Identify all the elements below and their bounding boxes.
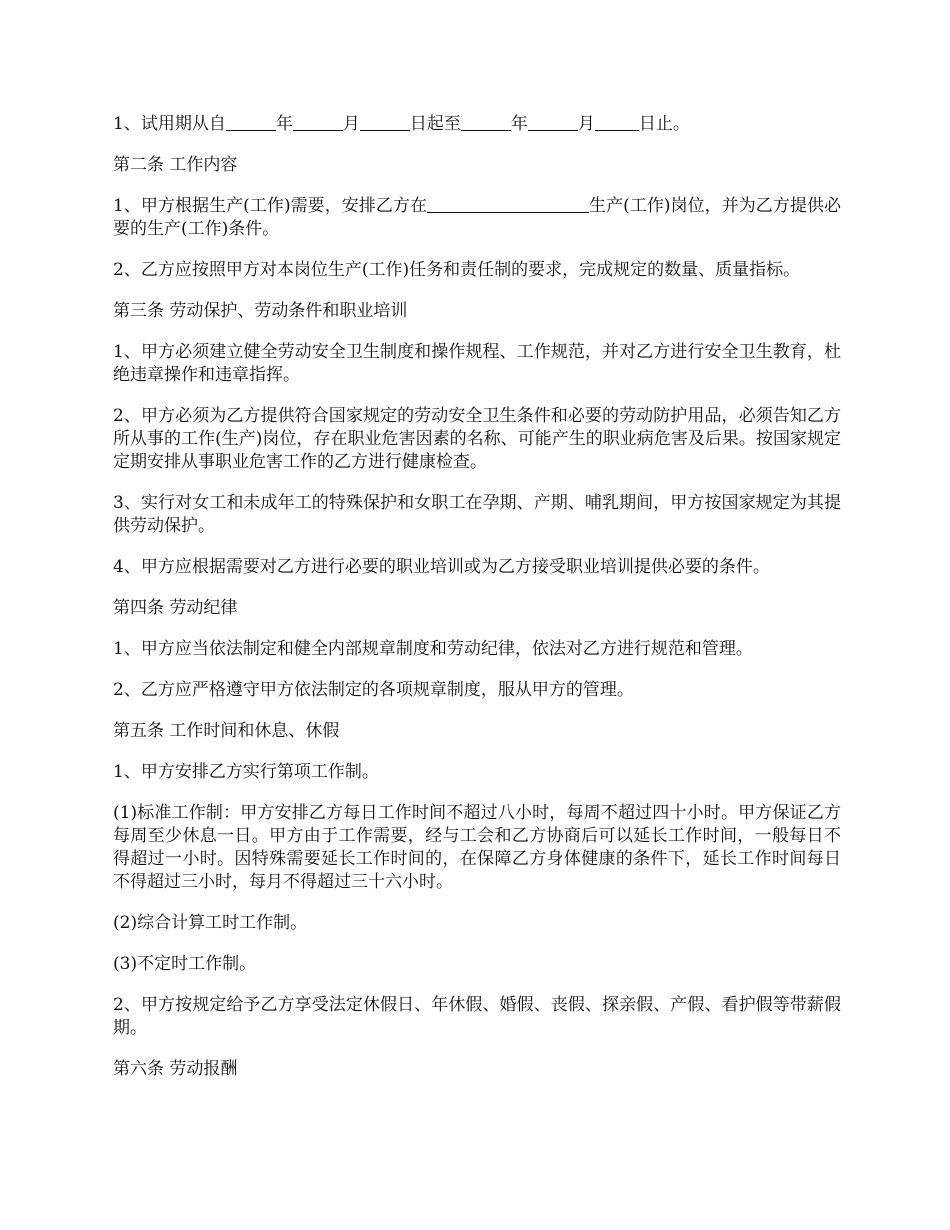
probation-text-start: 1、试用期从自 bbox=[113, 114, 226, 134]
start-day-blank bbox=[360, 113, 410, 131]
clause-text-end: 生产(工作)岗位，并为乙方提供必要的生产(工作)条件。 bbox=[113, 196, 841, 239]
position-blank bbox=[427, 195, 589, 213]
article-5-item-1: (1)标准工作制：甲方安排乙方每日工作时间不超过八小时，每周不超过四十小时。甲方保证乙方每周至少休息一日。甲方由于工作需要，经与工会和乙方协商后可以延长工作时间，一般每日不得超过一小时。因特殊需要延长工作时间的，在保障乙方身体健康的条件下，延长工作时间每日不得超过三小时，每月不得超过三十六小时。 bbox=[113, 803, 841, 892]
clause-text: 1、甲方根据生产(工作)需要，安排乙方在 bbox=[113, 196, 427, 216]
article-4-clause-1: 1、甲方应当依法制定和健全内部规章制度和劳动纪律，依法对乙方进行规范和管理。 bbox=[113, 639, 753, 659]
article-5-item-3: (3)不定时工作制。 bbox=[113, 954, 257, 974]
article-5-clause-2: 2、甲方按规定给予乙方享受法定休假日、年休假、婚假、丧假、探亲假、产假、看护假等带薪假期。 bbox=[113, 995, 841, 1038]
article-6-heading: 第六条 劳动报酬 bbox=[113, 1059, 238, 1079]
day-from-label: 日起至 bbox=[409, 114, 461, 134]
article-5-clause-1: 1、甲方安排乙方实行第项工作制。 bbox=[113, 762, 379, 782]
probation-period-line bbox=[113, 113, 841, 136]
start-year-blank bbox=[226, 113, 276, 131]
article-3-clause-1: 1、甲方必须建立健全劳动安全卫生制度和操作规程、工作规范，并对乙方进行安全卫生教育，杜绝违章操作和违章指挥。 bbox=[113, 342, 841, 385]
month-label: 月 bbox=[342, 114, 360, 134]
article-4-clause-2: 2、乙方应严格遵守甲方依法制定的各项规章制度，服从甲方的管理。 bbox=[113, 680, 634, 700]
end-day-blank bbox=[595, 113, 639, 131]
contract-page bbox=[113, 113, 841, 1099]
end-month-label: 月 bbox=[577, 114, 595, 134]
article-2-clause-2: 2、乙方应按照甲方对本岗位生产(工作)任务和责任制的要求，完成规定的数量、质量指标。 bbox=[113, 260, 801, 280]
article-5-heading: 第五条 工作时间和休息、休假 bbox=[113, 721, 340, 741]
article-3-clause-3: 3、实行对女工和未成年工的特殊保护和女职工在孕期、产期、哺乳期间，甲方按国家规定为其提供劳动保护。 bbox=[113, 493, 841, 536]
article-2-clause-1 bbox=[113, 195, 841, 241]
article-3-clause-2: 2、甲方必须为乙方提供符合国家规定的劳动安全卫生条件和必要的劳动防护用品，必须告知乙方所从事的工作(生产)岗位，存在职业危害因素的名称、可能产生的职业病危害及后果。按国家规定定期安排从事职业危害工作的乙方进行健康检查。 bbox=[113, 406, 841, 472]
end-year-label: 年 bbox=[510, 114, 528, 134]
end-month-blank bbox=[528, 113, 578, 131]
year-label: 年 bbox=[275, 114, 293, 134]
article-3-heading: 第三条 劳动保护、劳动条件和职业培训 bbox=[113, 301, 408, 321]
article-4-heading: 第四条 劳动纪律 bbox=[113, 598, 238, 618]
end-year-blank bbox=[461, 113, 511, 131]
end-day-label: 日止。 bbox=[638, 114, 690, 134]
start-month-blank bbox=[293, 113, 343, 131]
article-2-heading: 第二条 工作内容 bbox=[113, 155, 238, 175]
article-5-item-2: (2)综合计算工时工作制。 bbox=[113, 913, 308, 933]
article-3-clause-4: 4、甲方应根据需要对乙方进行必要的职业培训或为乙方接受职业培训提供必要的条件。 bbox=[113, 557, 770, 577]
